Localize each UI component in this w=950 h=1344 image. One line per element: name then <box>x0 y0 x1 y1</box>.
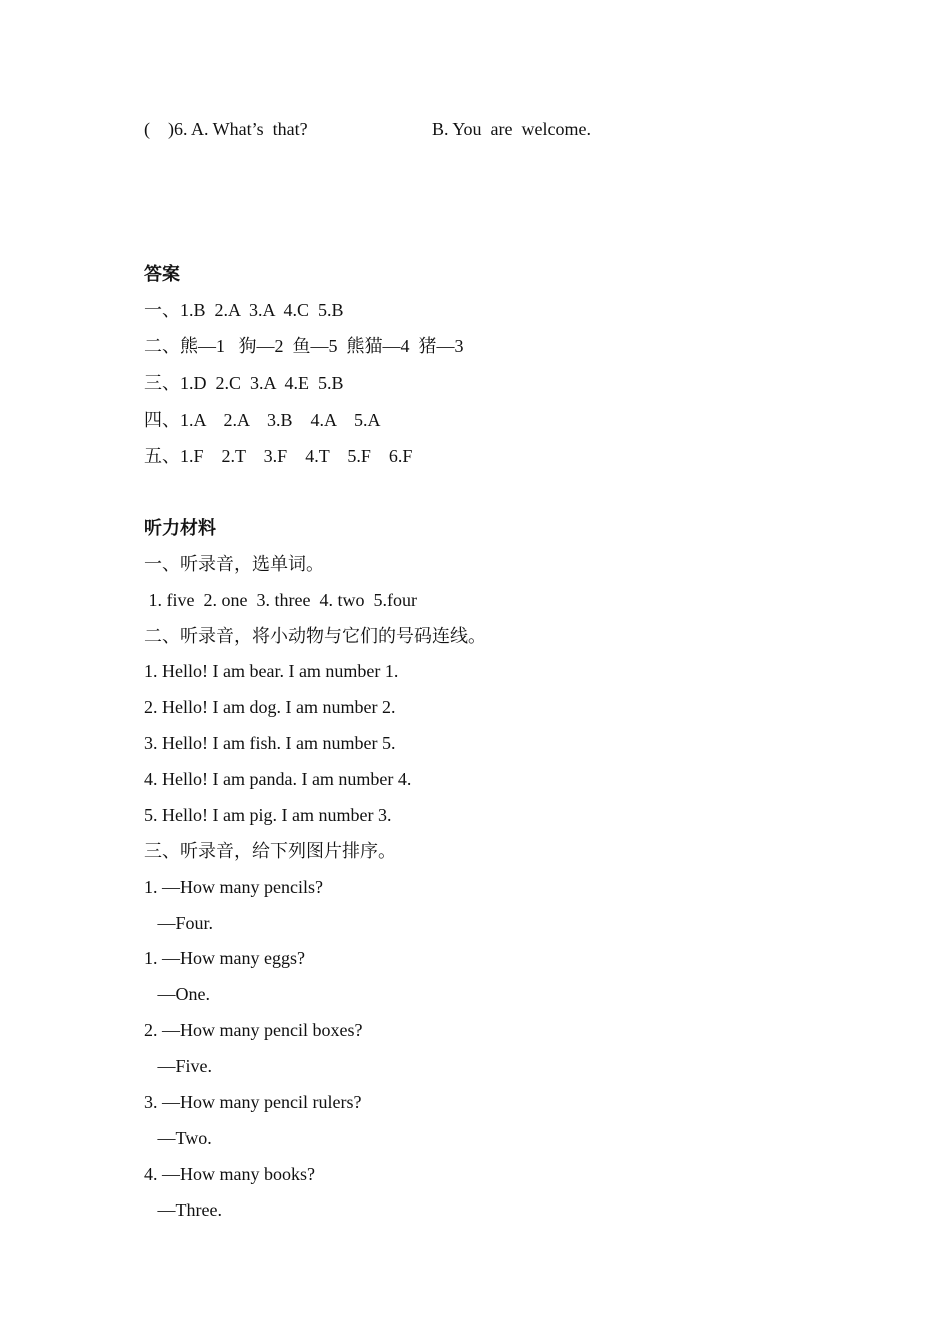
listening-question: 4. —How many books? <box>144 1164 315 1184</box>
answer-line-5: 五、1.F 2.T 3.F 4.T 5.F 6.F <box>144 446 413 466</box>
listening-question: 1. —How many eggs? <box>144 948 305 968</box>
answer-line-3: 三、1.D 2.C 3.A 4.E 5.B <box>144 373 344 393</box>
answer-line-4: 四、1.A 2.A 3.B 4.A 5.A <box>144 410 381 430</box>
question-6-option-a: ( )6. A. What’s that? <box>144 119 308 139</box>
answer-line-2: 二、熊—1 狗—2 鱼—5 熊猫—4 猪—3 <box>144 336 464 356</box>
listening-question: 3. —How many pencil rulers? <box>144 1092 362 1112</box>
listening-question: 1. —How many pencils? <box>144 877 323 897</box>
listening-line: 1. Hello! I am bear. I am number 1. <box>144 661 399 681</box>
listening-line: 5. Hello! I am pig. I am number 3. <box>144 805 392 825</box>
listening-question: 2. —How many pencil boxes? <box>144 1020 363 1040</box>
listening-heading: 听力材料 <box>144 518 216 538</box>
listening-line: 2. Hello! I am dog. I am number 2. <box>144 697 396 717</box>
listening-answer: —Five. <box>144 1056 213 1076</box>
answer-line-1: 一、1.B 2.A 3.A 4.C 5.B <box>144 300 344 320</box>
listening-section-1-words: 1. five 2. one 3. three 4. two 5.four <box>144 590 417 610</box>
listening-answer: —Two. <box>144 1128 212 1148</box>
listening-section-1-title: 一、听录音，选单词。 <box>144 554 324 574</box>
listening-section-3-title: 三、听录音，给下列图片排序。 <box>144 841 396 861</box>
listening-section-2-title: 二、听录音，将小动物与它们的号码连线。 <box>144 626 486 646</box>
listening-answer: —One. <box>144 984 210 1004</box>
listening-line: 4. Hello! I am panda. I am number 4. <box>144 769 412 789</box>
listening-line: 3. Hello! I am fish. I am number 5. <box>144 733 396 753</box>
listening-answer: —Three. <box>144 1200 222 1220</box>
answers-heading: 答案 <box>144 264 180 284</box>
question-6-option-b: B. You are welcome. <box>432 119 591 139</box>
listening-answer: —Four. <box>144 913 214 933</box>
